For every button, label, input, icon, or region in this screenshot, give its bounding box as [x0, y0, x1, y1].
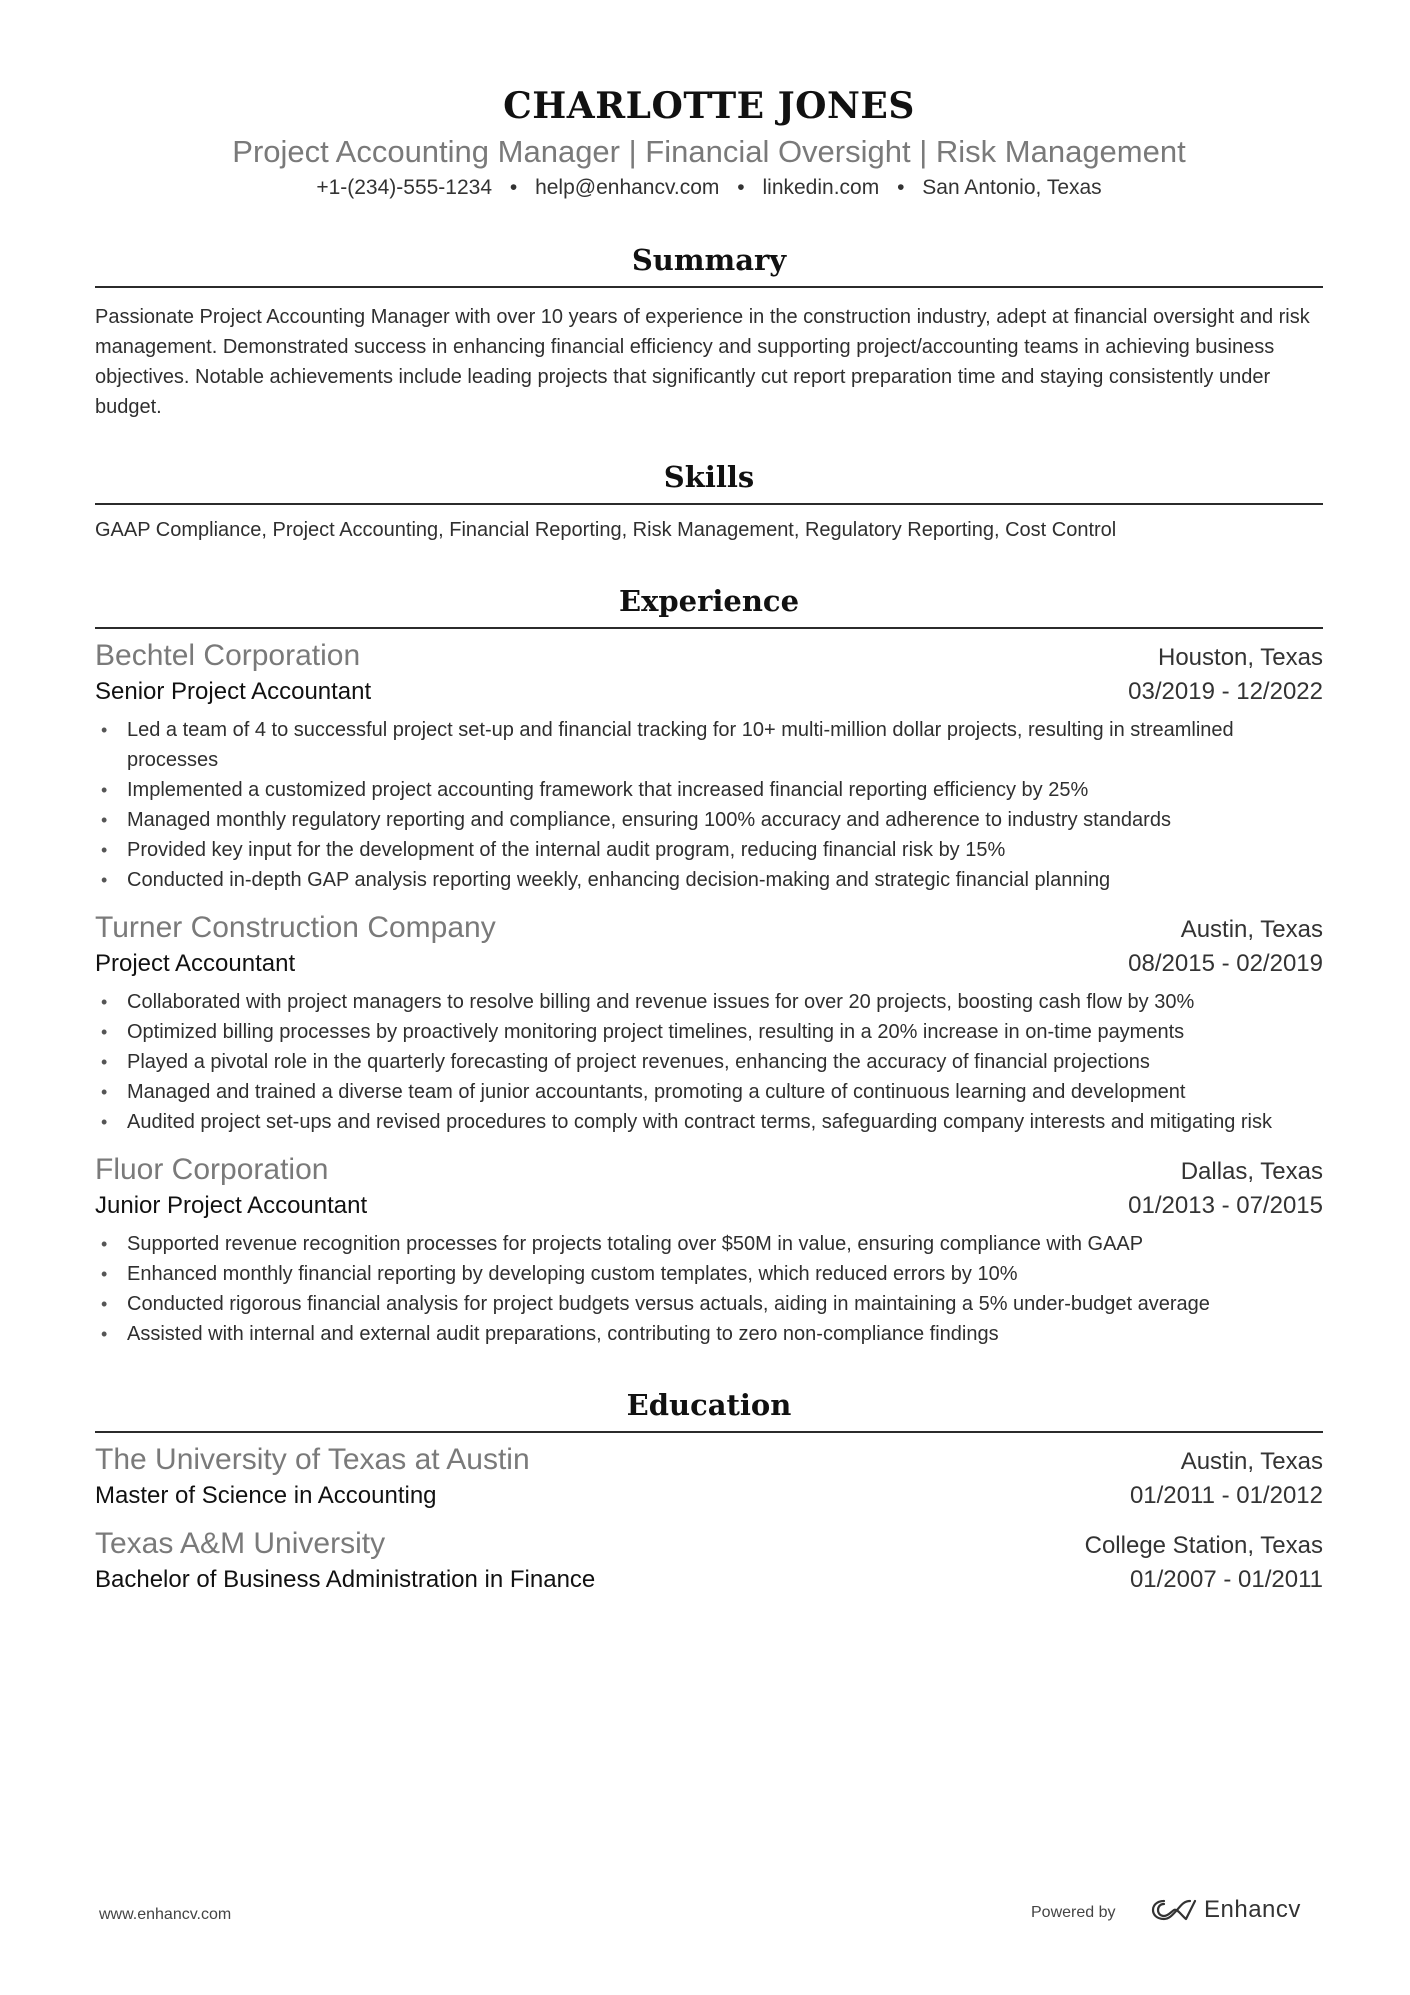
contact-email[interactable]: help@enhancv.com [535, 176, 720, 199]
summary-section [95, 242, 1323, 422]
summary-text: Passionate Project Accounting Manager with over 10 years of experience in the construction industry, adept at financial oversight and risk management. Demonstrated success in enhancing financial efficiency and supporting project/accounting teams in achieving business objectives. Notable achievements include leading projects that significantly cut report preparation time and staying consistently under budget. [95, 306, 1310, 418]
bullet-item: • Played a pivotal role in the quarterly forecasting of project revenues, enhancing the accuracy of financial projections [95, 1047, 1323, 1077]
degree-name: Bachelor of Business Administration in Finance [95, 1566, 596, 1593]
bullet-item: • Supported revenue recognition processes for projects totaling over $50M in value, ensuring compliance with GAAP [95, 1229, 1323, 1259]
job-bullets [95, 987, 1323, 1137]
bullet-item: • Managed monthly regulatory reporting and compliance, ensuring 100% accuracy and adherence to industry standards [95, 805, 1323, 835]
bullet-item: • Collaborated with project managers to resolve billing and revenue issues for over 20 projects, boosting cash flow by 30% [95, 987, 1323, 1017]
job-dates: 08/2015 - 02/2019 [1128, 950, 1323, 977]
education-title: Education [95, 1387, 1323, 1433]
skills-title: Skills [95, 459, 1323, 505]
contact-separator: • [737, 176, 745, 199]
resume-header [95, 0, 1323, 202]
school-name: Texas A&M University [95, 1527, 386, 1560]
school-name: The University of Texas at Austin [95, 1443, 530, 1476]
company-name: Bechtel Corporation [95, 639, 361, 672]
education-dates: 01/2011 - 01/2012 [1129, 1482, 1323, 1509]
job-dates: 01/2013 - 07/2015 [1128, 1192, 1323, 1219]
school-location: College Station, Texas [1084, 1532, 1323, 1559]
footer-brand-name: Enhancv [1204, 1896, 1301, 1923]
contact-linkedin[interactable]: linkedin.com [762, 176, 880, 199]
skills-text: GAAP Compliance, Project Accounting, Financial Reporting, Risk Management, Regulatory Reporting, Cost Control [95, 519, 1117, 541]
job-bullets [95, 715, 1323, 895]
experience-title: Experience [95, 583, 1323, 629]
contact-line [95, 174, 1323, 202]
experience-entry [95, 637, 1323, 895]
job-location: Dallas, Texas [1180, 1158, 1323, 1185]
bullet-item: • Audited project set-ups and revised procedures to comply with contract terms, safeguarding company interests and mitigating risk [95, 1107, 1323, 1137]
footer-powered-by: Powered by [1031, 1904, 1116, 1921]
degree-name: Master of Science in Accounting [95, 1482, 437, 1509]
bullet-item: • Provided key input for the development of the internal audit program, reducing financial risk by 15% [95, 835, 1323, 865]
experience-entry [95, 909, 1323, 1137]
education-dates: 01/2007 - 01/2011 [1129, 1566, 1323, 1593]
education-section [95, 1387, 1323, 1597]
candidate-name: CHARLOTTE JONES [503, 85, 915, 127]
job-dates: 03/2019 - 12/2022 [1128, 678, 1323, 705]
experience-section [95, 583, 1323, 1349]
skills-section [95, 459, 1323, 545]
contact-location: San Antonio, Texas [922, 176, 1102, 199]
bullet-item: • Led a team of 4 to successful project set-up and financial tracking for 10+ multi-million dollar projects, resulting in streamlined processes [95, 715, 1323, 775]
enhancv-logo-icon [1150, 1897, 1198, 1923]
candidate-headline: Project Accounting Manager | Financial Oversight | Risk Management [232, 134, 1186, 169]
job-title: Senior Project Accountant [95, 678, 372, 705]
company-name: Fluor Corporation [95, 1153, 329, 1186]
bullet-item: • Conducted in-depth GAP analysis reporting weekly, enhancing decision-making and strategic financial planning [95, 865, 1323, 895]
footer-brand-logo[interactable] [1150, 1896, 1301, 1924]
contact-separator: • [897, 176, 905, 199]
school-location: Austin, Texas [1180, 1448, 1323, 1475]
bullet-item: • Implemented a customized project accounting framework that increased financial reporting efficiency by 25% [95, 775, 1323, 805]
experience-entry [95, 1151, 1323, 1349]
bullet-item: • Conducted rigorous financial analysis for project budgets versus actuals, aiding in maintaining a 5% under-budget average [95, 1289, 1323, 1319]
bullet-item: • Enhanced monthly financial reporting by developing custom templates, which reduced errors by 10% [95, 1259, 1323, 1289]
page-footer [0, 1896, 1410, 1936]
job-location: Austin, Texas [1180, 916, 1323, 943]
resume-page [95, 0, 1323, 1597]
footer-url-link[interactable]: www.enhancv.com [99, 1906, 232, 1923]
summary-title: Summary [95, 242, 1323, 288]
bullet-item: • Assisted with internal and external audit preparations, contributing to zero non-compliance findings [95, 1319, 1323, 1349]
job-title: Project Accountant [95, 950, 296, 977]
education-entry [95, 1441, 1323, 1513]
contact-separator: • [509, 176, 518, 199]
education-entry [95, 1525, 1323, 1597]
contact-phone[interactable]: +1-(234)-555-1234 [316, 176, 493, 199]
job-title: Junior Project Accountant [95, 1192, 368, 1219]
bullet-item: • Managed and trained a diverse team of junior accountants, promoting a culture of continuous learning and development [95, 1077, 1323, 1107]
job-location: Houston, Texas [1158, 644, 1323, 671]
job-bullets [95, 1229, 1323, 1349]
company-name: Turner Construction Company [95, 911, 496, 944]
bullet-item: • Optimized billing processes by proactively monitoring project timelines, resulting in a 20% increase in on-time payments [95, 1017, 1323, 1047]
